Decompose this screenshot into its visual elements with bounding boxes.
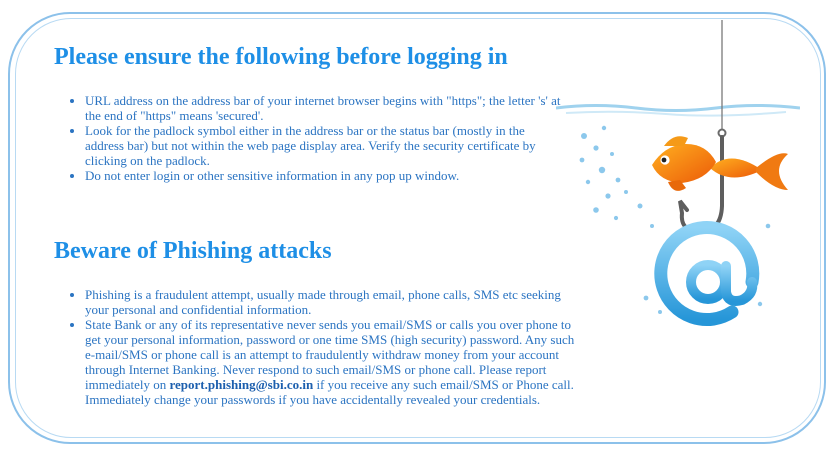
login-safety-list	[64, 93, 563, 183]
phishing-illustration	[556, 20, 800, 340]
list-item-sbi-warning	[85, 317, 577, 407]
water-surface-icon	[556, 106, 800, 116]
list-item-padlock: • Look for the padlock symbol either in the address bar or the status bar (mostly in the address bar) but not within the web page display area. Verify the security certificate by clicking on the padlock.	[85, 123, 563, 168]
report-email: report.phishing@sbi.co.in	[169, 377, 314, 392]
phishing-list	[64, 287, 577, 407]
warning-text-part1: State Bank or any of its representative never sends you email/SMS or calls you over phone to get your personal information, password or one time SMS (high security) password. Any such e-mail/SMS or phone call is an attempt to fraudulently withdraw money from your account through Internet Banking. Never respond to such email/SMS or phone call. Please report immediately on	[85, 317, 575, 392]
warning-text-part2: if you receive any such email/SMS or Phone call. Immediately change your passwords if you have accidentally revealed your credentials.	[85, 377, 574, 407]
list-item-phishing-definition: • Phishing is a fraudulent attempt, usually made through email, phone calls, SMS etc seeking your personal and confidential information.	[85, 287, 577, 317]
at-sign-icon	[661, 228, 753, 320]
phishing-heading: Beware of Phishing attacks	[54, 238, 332, 264]
list-item-https: • URL address on the address bar of your internet browser begins with "https"; the letter 's' at the end of "https" means 'secured'.	[85, 93, 563, 123]
login-safety-heading: Please ensure the following before logging in	[54, 44, 508, 70]
fishing-hook-icon	[680, 20, 726, 232]
list-item-popup: • Do not enter login or other sensitive information in any pop up window.	[85, 168, 563, 183]
